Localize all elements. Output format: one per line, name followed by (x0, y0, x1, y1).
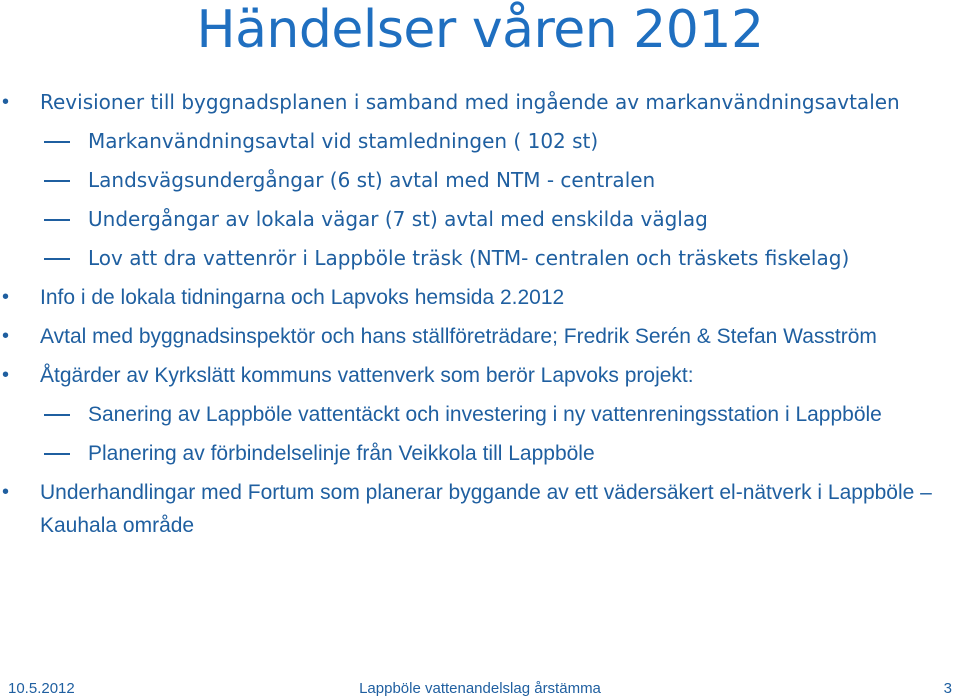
bullet-text: Info i de lokala tidningarna och Lapvoks hemsida 2.2012 (40, 286, 565, 309)
sub-bullet-text: Lov att dra vattenrör i Lappböle träsk (NTM- centralen och träskets fiskelag) (88, 246, 850, 270)
dash-icon (44, 242, 70, 275)
sub-bullet-item-2 (0, 164, 960, 197)
dash-icon (44, 164, 70, 197)
sub-bullet-item-6 (0, 437, 960, 470)
footer-title: Lappböle vattenandelslag årstämma (359, 680, 601, 697)
page-number: 3 (943, 680, 952, 697)
bullet-text: Underhandlingar med Fortum som planerar byggande av ett vädersäkert el-nätverk i Lappböle –Kauhala område (40, 481, 932, 537)
sub-bullet-text: Sanering av Lappböle vattentäckt och investering i ny vattenreningsstation i Lappböle (88, 403, 882, 426)
sub-bullet-text: Planering av förbindelselinje från Veikkola till Lappböle (88, 442, 595, 465)
sub-bullet-item-3 (0, 203, 960, 236)
bullet-dot-icon: • (2, 286, 10, 308)
bullet-text: Revisioner till byggnadsplanen i samband med ingående av markanvändningsavtalen (40, 90, 900, 114)
dash-icon (44, 437, 70, 470)
dash-icon (44, 398, 70, 431)
bullet-item-1 (0, 86, 960, 119)
sub-bullet-item-4 (0, 242, 960, 275)
bullet-item-5 (0, 476, 960, 542)
sub-bullet-text: Undergångar av lokala vägar (7 st) avtal med enskilda väglag (88, 207, 708, 231)
bullet-item-4 (0, 359, 960, 392)
bullet-list (0, 86, 960, 548)
slide-title: Händelser våren 2012 (196, 0, 764, 60)
bullet-item-2 (0, 281, 960, 314)
sub-bullet-text: Landsvägsundergångar (6 st) avtal med NTM - centralen (88, 168, 656, 192)
bullet-text: Åtgärder av Kyrkslätt kommuns vattenverk som berör Lapvoks projekt: (40, 364, 694, 387)
slide-footer (0, 679, 960, 699)
sub-bullet-text: Markanvändningsavtal vid stamledningen ( 102 st) (88, 129, 599, 153)
sub-bullet-item-5 (0, 398, 960, 431)
footer-date: 10.5.2012 (8, 680, 75, 697)
bullet-dot-icon: • (2, 364, 10, 386)
bullet-dot-icon: • (2, 325, 10, 347)
dash-icon (44, 203, 70, 236)
bullet-dot-icon: • (2, 481, 10, 503)
sub-bullet-item-1 (0, 125, 960, 158)
bullet-dot-icon: • (2, 91, 10, 113)
bullet-item-3 (0, 320, 960, 353)
bullet-text: Avtal med byggnadsinspektör och hans ställföreträdare; Fredrik Serén & Stefan Wasström (40, 325, 877, 348)
dash-icon (44, 125, 70, 158)
